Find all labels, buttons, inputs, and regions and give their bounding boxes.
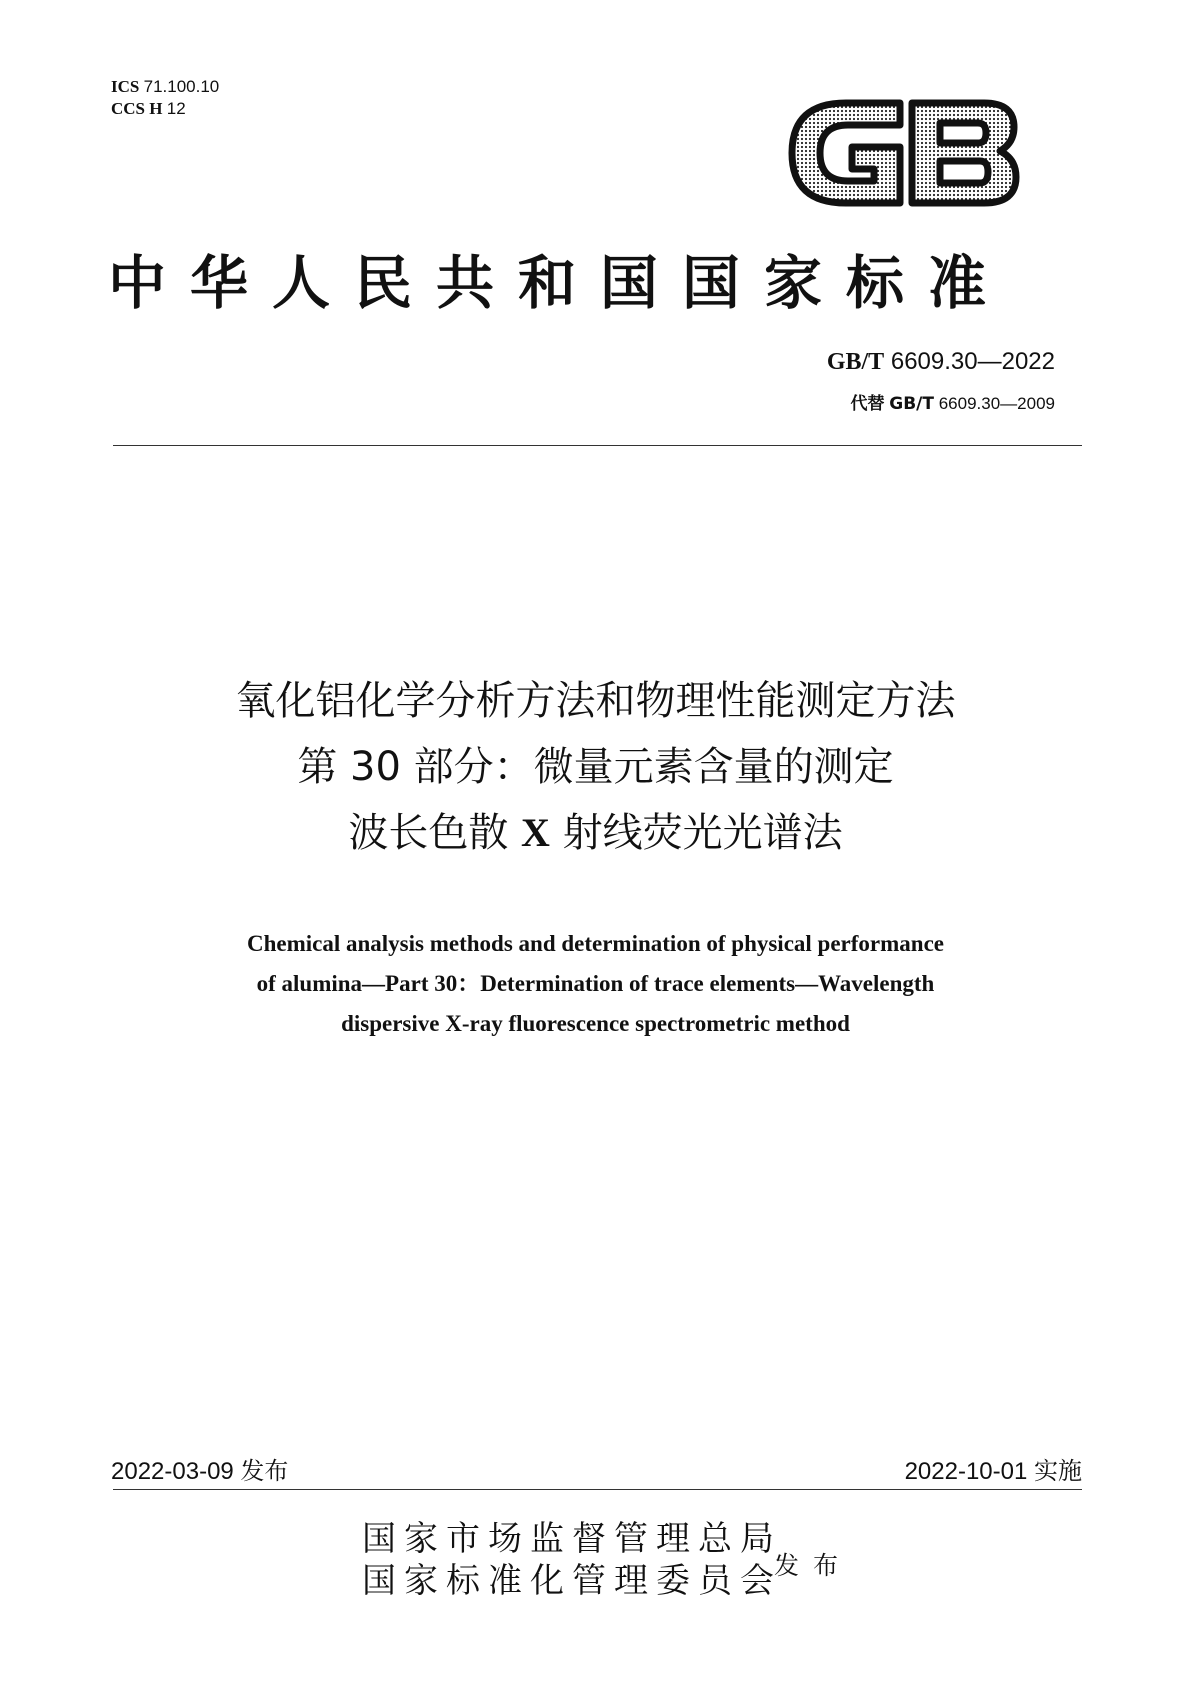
ics-code xyxy=(111,76,219,98)
ccs-value: 12 xyxy=(166,99,186,118)
classification-codes xyxy=(111,76,219,120)
chinese-title-line-2: 第 30 部分：微量元素含量的测定 xyxy=(297,744,894,790)
issue-date: 2022-03-09 发布 xyxy=(111,1458,289,1485)
english-title xyxy=(80,924,1111,1044)
implementation-date: 2022-10-01 实施 xyxy=(904,1458,1082,1485)
chinese-title-line-3-a: 波长色散 xyxy=(348,810,509,856)
ccs-code xyxy=(111,98,219,120)
replaces-standard xyxy=(851,389,1055,414)
chinese-title-line-3-x: X xyxy=(521,810,550,855)
national-standard-heading: 中华人民共和国国家标准 xyxy=(108,249,1011,317)
top-divider xyxy=(113,445,1082,446)
ics-value: 71.100.10 xyxy=(143,77,220,96)
ccs-label: CCS xyxy=(111,99,146,118)
ics-label: ICS xyxy=(111,77,140,96)
replaces-label: 代替 xyxy=(850,394,885,414)
issuing-authorities xyxy=(362,1518,782,1602)
issue-word: 发布 xyxy=(774,1551,853,1580)
bottom-divider xyxy=(113,1489,1082,1490)
issuing-authority-1: 国家市场监督管理总局 xyxy=(362,1519,782,1559)
english-title-line-2: of alumina—Part 30：Determination of trace elements—Wavelength xyxy=(256,971,935,996)
standard-number xyxy=(827,348,1055,376)
replaces-number: 6609.30—2009 xyxy=(938,394,1055,413)
ccs-letter: H xyxy=(149,99,163,118)
standard-number-prefix: GB/T xyxy=(826,349,885,375)
replaces-prefix: GB/T xyxy=(889,394,934,414)
chinese-title-line-1: 氧化铝化学分析方法和物理性能测定方法 xyxy=(235,678,956,724)
chinese-title xyxy=(80,668,1111,866)
gb-logo-icon xyxy=(788,93,1020,213)
chinese-title-line-3 xyxy=(80,800,1111,866)
chinese-title-line-3-b: 射线荧光光谱法 xyxy=(562,810,843,856)
issuing-authority-2: 国家标准化管理委员会 xyxy=(362,1561,782,1601)
english-title-line-1: Chemical analysis methods and determination of physical performance xyxy=(246,931,944,956)
english-title-line-3: dispersive X-ray fluorescence spectrometric method xyxy=(341,1011,850,1036)
standard-number-value: 6609.30—2022 xyxy=(890,348,1055,375)
